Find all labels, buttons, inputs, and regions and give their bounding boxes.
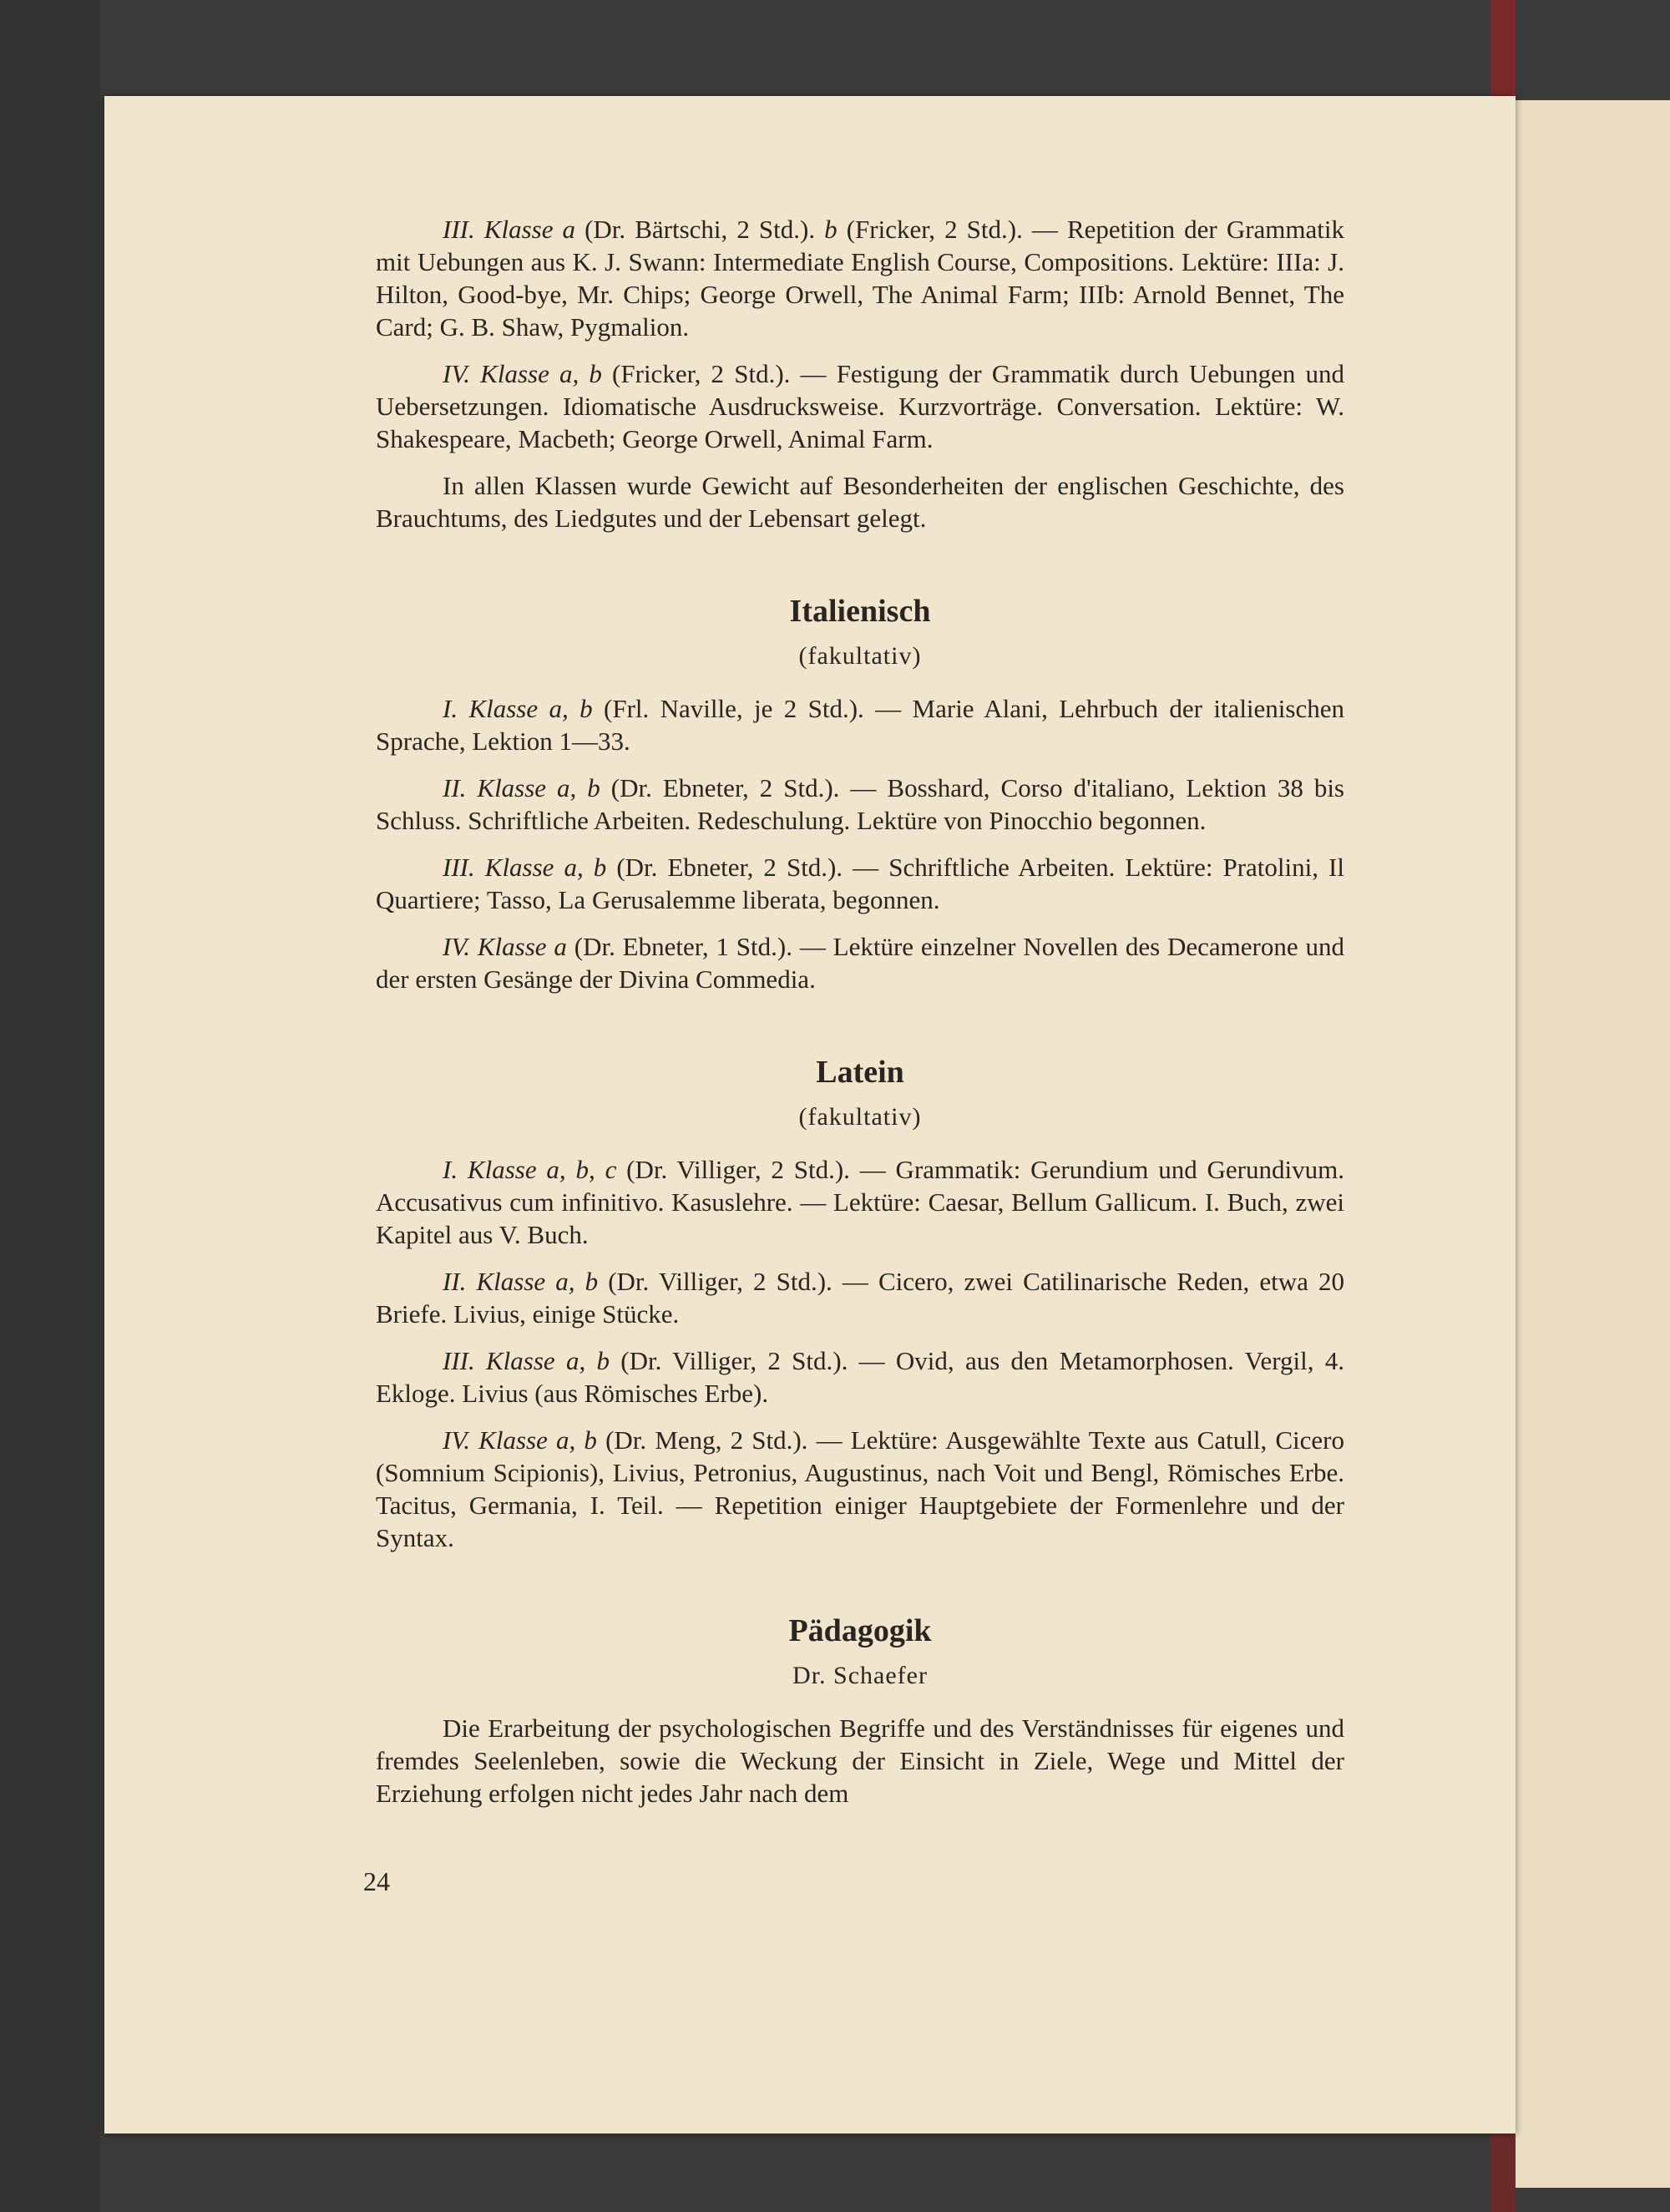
class-label: I. Klasse a, b xyxy=(443,694,593,723)
section-title-paedagogik: Pädagogik xyxy=(788,1613,932,1648)
class-label: III. Klasse a xyxy=(443,215,576,244)
class-label: II. Klasse a, b xyxy=(443,1267,599,1296)
section-title-italienisch: Italienisch xyxy=(789,594,931,629)
class-label: II. Klasse a, b xyxy=(443,773,600,802)
paragraph-italienisch-iii: III. Klasse a, b (Dr. Ebneter, 2 Std.). — Schriftliche Arbeiten. Lektüre: Pratolini, Il Quartiere; Tasso, La Gerusalemme liberata, begonnen. xyxy=(376,853,1344,914)
section-subtitle-latein: (fakultativ) xyxy=(798,1103,922,1131)
class-label: III. Klasse a, b xyxy=(443,853,607,882)
paragraph-paedagogik: Die Erarbeitung der psychologischen Begriffe und des Verständnisses für eigenes und fremdes Seelenleben, sowie die Weckung der Einsicht in Ziele, Wege und Mittel der Erziehung erfolgen nicht jedes Jahr nach dem xyxy=(376,1713,1344,1808)
class-label: IV. Klasse a xyxy=(443,932,567,961)
class-label: IV. Klasse a, b xyxy=(443,1425,597,1455)
facing-page-edge xyxy=(1507,100,1670,2188)
page-number: 24 xyxy=(363,1866,390,1896)
paragraph-latein-ii: II. Klasse a, b (Dr. Villiger, 2 Std.). — Cicero, zwei Catilinarische Reden, etwa 20 Briefe. Livius, einige Stücke. xyxy=(376,1267,1344,1329)
paragraph-latein-i: I. Klasse a, b, c (Dr. Villiger, 2 Std.). — Grammatik: Gerundium und Gerundivum. Accusativus cum infinitivo. Kasuslehre. — Lektüre: Caesar, Bellum Gallicum. I. Buch, zwei Kapitel aus V. Buch. xyxy=(376,1155,1344,1249)
section-subtitle-paedagogik: Dr. Schaefer xyxy=(792,1662,928,1689)
paragraph-italienisch-ii: II. Klasse a, b (Dr. Ebneter, 2 Std.). — Bosshard, Corso d'italiano, Lektion 38 bis Schluss. Schriftliche Arbeiten. Redeschulung. Lektüre von Pinocchio begonnen. xyxy=(376,773,1344,835)
class-label: I. Klasse a, b, c xyxy=(443,1155,617,1184)
class-label: IV. Klasse a, b xyxy=(443,359,602,388)
book-edge-top xyxy=(1490,0,1516,109)
paragraph-englisch-iii: III. Klasse a (Dr. Bärtschi, 2 Std.). b (Fricker, 2 Std.). — Repetition der Grammatik mit Uebungen aus K. J. Swann: Intermediate English Course, Compositions. Lektüre: IIIa: J. Hilton, Good-bye, Mr. Chips; George Orwell, The Animal Farm; IIIb: Arnold Bennet, The Card; G. B. Shaw, Pygmalion. xyxy=(376,215,1344,342)
section-title-latein: Latein xyxy=(816,1055,904,1090)
paragraph-latein-iv: IV. Klasse a, b (Dr. Meng, 2 Std.). — Lektüre: Ausgewählte Texte aus Catull, Cicero (Somnium Scipionis), Livius, Petronius, Augustinus, nach Voit und Bengl, Römisches Erbe. Tacitus, Germania, I. Teil. — Repetition einiger Hauptgebiete der Formenlehre und der Syntax. xyxy=(376,1425,1344,1552)
paragraph-englisch-iv: IV. Klasse a, b (Fricker, 2 Std.). — Festigung der Grammatik durch Uebungen und Uebersetzungen. Idiomatische Ausdrucksweise. Kurzvorträge. Conversation. Lektüre: W. Shakespeare, Macbeth; George Orwell, Animal Farm. xyxy=(376,359,1344,453)
section-subtitle-italienisch: (fakultativ) xyxy=(798,642,922,670)
class-label: III. Klasse a, b xyxy=(443,1346,610,1375)
paragraph-latein-iii: III. Klasse a, b (Dr. Villiger, 2 Std.). — Ovid, aus den Metamorphosen. Vergil, 4. Ekloge. Livius (aus Römisches Erbe). xyxy=(376,1346,1344,1408)
paragraph-italienisch-iv: IV. Klasse a (Dr. Ebneter, 1 Std.). — Lektüre einzelner Novellen des Decamerone und der ersten Gesänge der Divina Commedia. xyxy=(376,932,1344,994)
page-content xyxy=(376,213,1344,1824)
book-spine-left xyxy=(0,0,100,2212)
paragraph-englisch-note: In allen Klassen wurde Gewicht auf Besonderheiten der englischen Geschichte, des Brauchtums, des Liedgutes und der Lebensart gelegt. xyxy=(376,471,1344,533)
paragraph-italienisch-i: I. Klasse a, b (Frl. Naville, je 2 Std.). — Marie Alani, Lehrbuch der italienischen Sprache, Lektion 1—33. xyxy=(376,694,1344,756)
